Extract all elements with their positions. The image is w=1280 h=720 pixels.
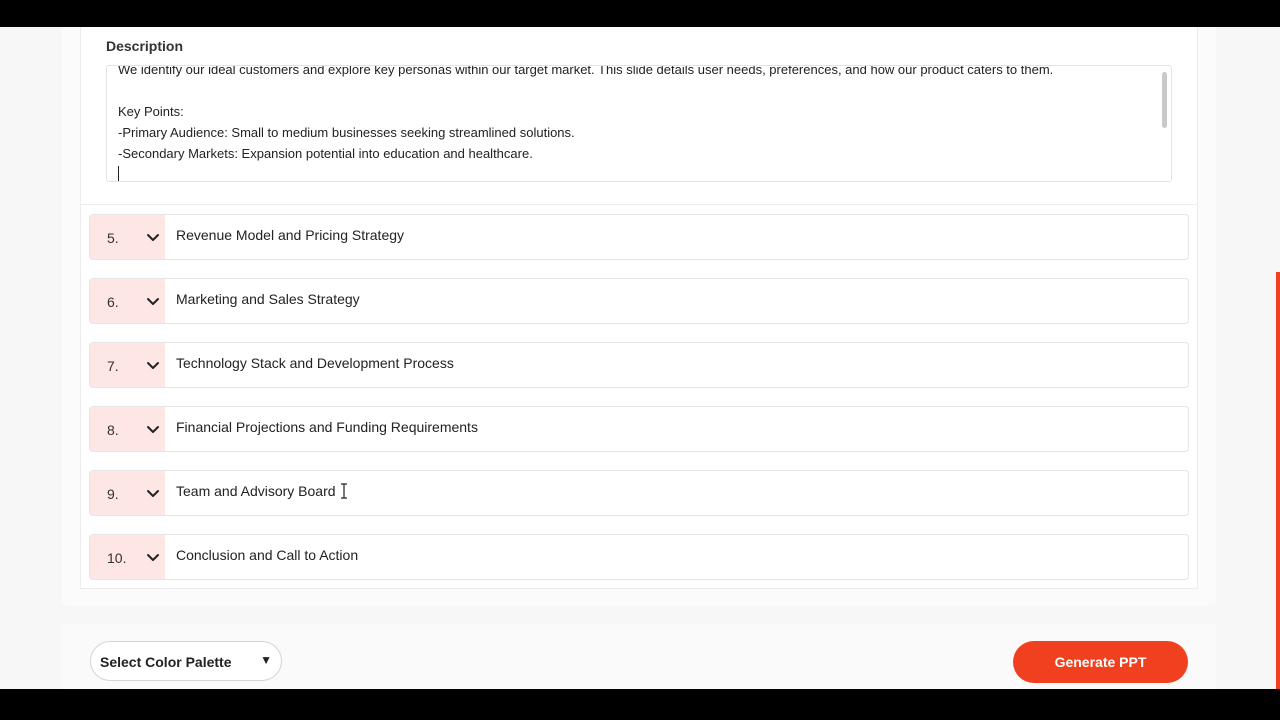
slide-number-box [90, 535, 165, 579]
description-line: -Primary Audience: Small to medium businesses seeking streamlined solutions. [118, 125, 575, 140]
generate-ppt-label: Generate PPT [1054, 654, 1147, 670]
slide-title[interactable]: Financial Projections and Funding Requirements [176, 419, 478, 435]
slide-title[interactable]: Technology Stack and Development Process [176, 355, 454, 371]
slide-number-box [90, 471, 165, 515]
dropdown-arrow-icon: ▼ [260, 653, 272, 667]
slide-number-box [90, 343, 165, 387]
text-caret [118, 166, 119, 182]
description-line: We identify our ideal customers and explore key personas within our target market. This slide details user needs, preferences, and how our product caters to them. [118, 65, 1054, 77]
slide-row[interactable] [89, 342, 1189, 388]
section-divider [80, 204, 1198, 205]
text-cursor-icon [340, 483, 348, 499]
slide-title[interactable]: Marketing and Sales Strategy [176, 291, 360, 307]
description-textarea[interactable] [106, 65, 1172, 182]
slide-title[interactable]: Revenue Model and Pricing Strategy [176, 227, 405, 243]
text-caret-line [118, 166, 1171, 182]
slide-number: 7. [107, 358, 119, 374]
chevron-down-icon[interactable] [145, 229, 161, 245]
slide-title[interactable]: Conclusion and Call to Action [176, 547, 359, 563]
textarea-scrollbar[interactable] [1162, 72, 1167, 128]
description-line: -Secondary Markets: Expansion potential into education and healthcare. [118, 146, 533, 161]
generate-ppt-button[interactable] [1013, 641, 1188, 683]
page-scrollbar[interactable] [1276, 272, 1280, 689]
chevron-down-icon[interactable] [145, 293, 161, 309]
slide-row[interactable] [89, 406, 1189, 452]
page-viewport [0, 27, 1280, 689]
color-palette-select[interactable] [90, 641, 282, 681]
chevron-down-icon[interactable] [145, 549, 161, 565]
slide-number: 6. [107, 294, 119, 310]
description-label: Description [106, 38, 184, 54]
color-palette-label: Select Color Palette [100, 654, 232, 670]
slide-number-box [90, 279, 165, 323]
slide-row[interactable] [89, 470, 1189, 516]
slide-number: 8. [107, 422, 119, 438]
slide-title[interactable]: Team and Advisory Board [176, 483, 336, 499]
slide-number-box [90, 407, 165, 451]
slide-row[interactable] [89, 278, 1189, 324]
slide-number: 5. [107, 230, 119, 246]
chevron-down-icon[interactable] [145, 357, 161, 373]
slide-row[interactable] [89, 534, 1189, 580]
slide-number: 9. [107, 486, 119, 502]
slide-number: 10. [107, 550, 127, 566]
description-line: Key Points: [118, 104, 184, 119]
chevron-down-icon[interactable] [145, 485, 161, 501]
slide-number-box [90, 215, 165, 259]
description-line [118, 80, 1171, 101]
slide-row[interactable] [89, 214, 1189, 260]
chevron-down-icon[interactable] [145, 421, 161, 437]
